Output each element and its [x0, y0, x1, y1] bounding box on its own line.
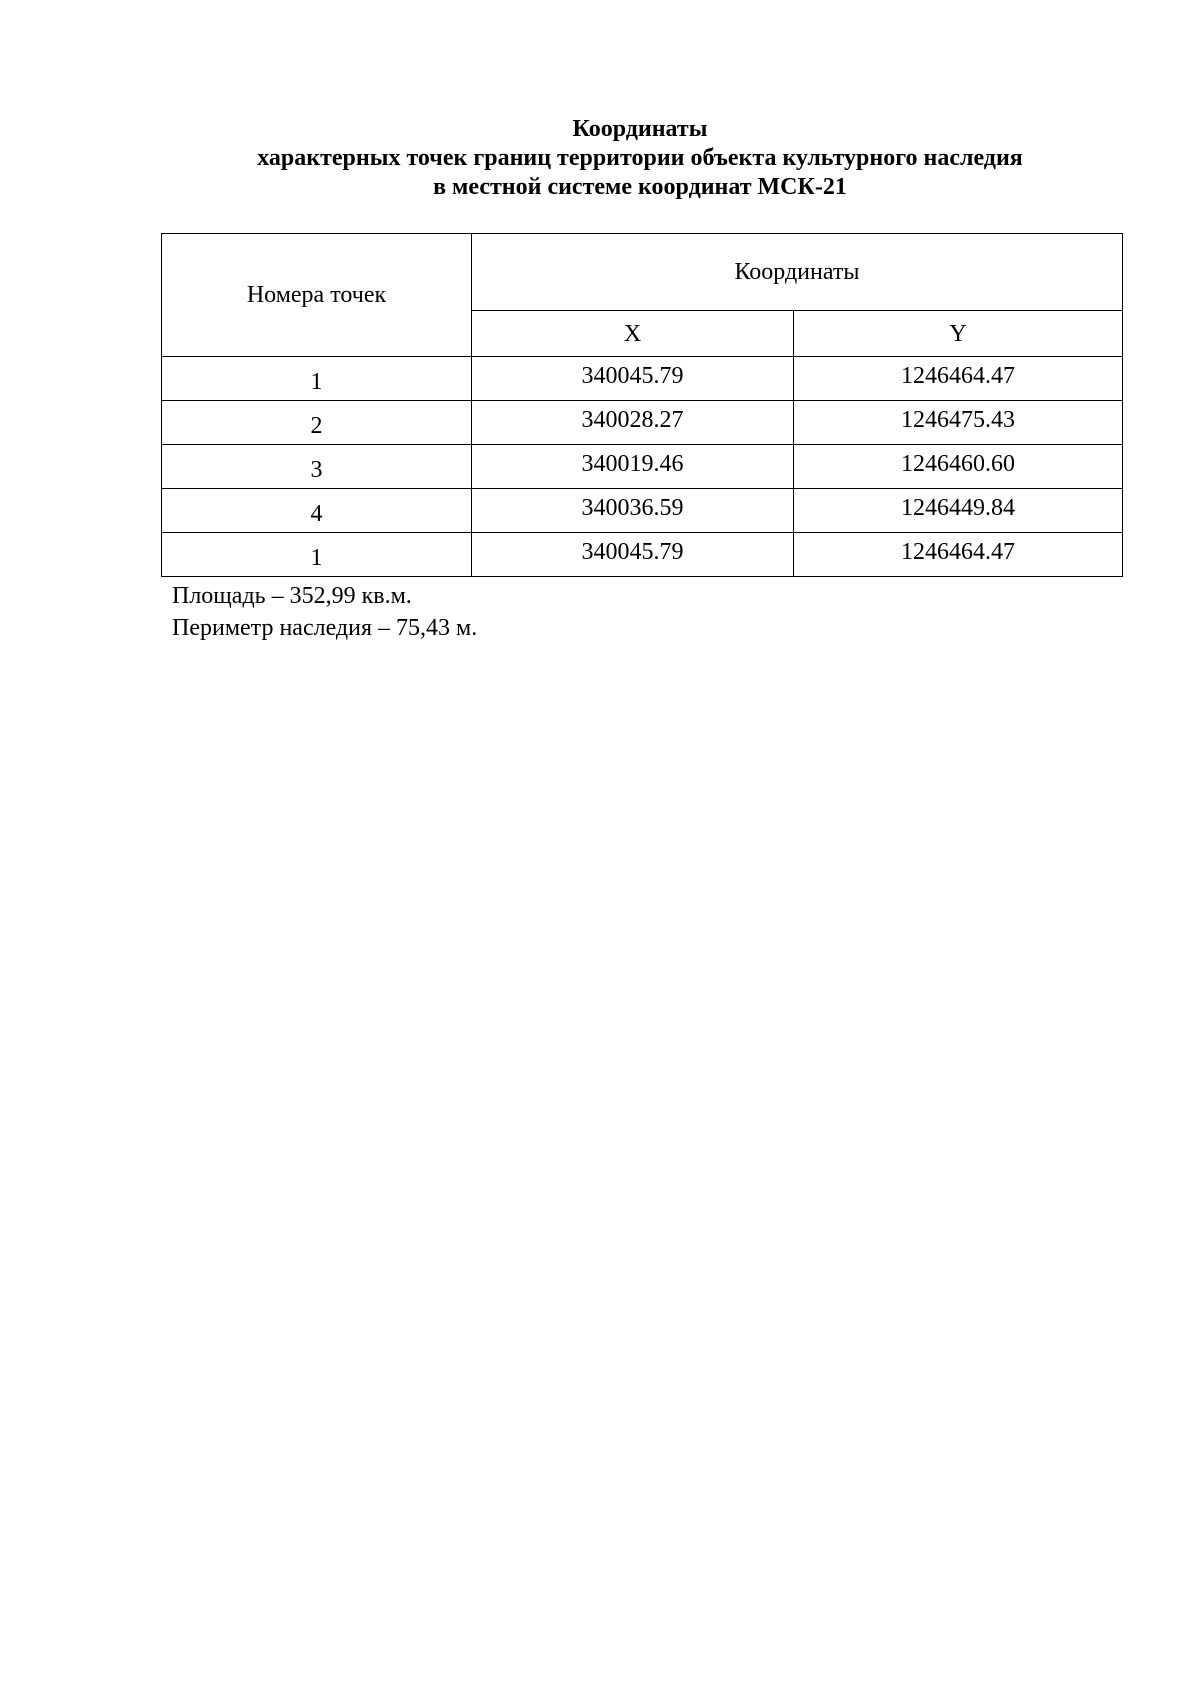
summary-block: [172, 580, 477, 644]
point-number-cell: 1: [162, 533, 472, 577]
y-coordinate-cell: 1246449.84: [794, 489, 1123, 533]
header-x: X: [472, 311, 794, 357]
coordinates-table: [161, 233, 1123, 577]
area-text: Площадь – 352,99 кв.м.: [172, 583, 412, 609]
table-row: [162, 489, 1123, 533]
point-number-cell: 1: [162, 357, 472, 401]
header-coordinates: Координаты: [472, 234, 1123, 311]
point-number-cell: 2: [162, 401, 472, 445]
table-row: [162, 401, 1123, 445]
x-coordinate-cell: 340019.46: [472, 445, 794, 489]
y-coordinate-cell: 1246475.43: [794, 401, 1123, 445]
perimeter-text: Периметр наследия – 75,43 м.: [172, 615, 478, 641]
y-coordinate-cell: 1246464.47: [794, 357, 1123, 401]
point-number-cell: 3: [162, 445, 472, 489]
document-heading: [160, 115, 1120, 202]
heading-title: Координаты: [572, 116, 708, 142]
heading-subtitle: характерных точек границ территории объекта культурного наследия: [257, 145, 1023, 171]
point-number-cell: 4: [162, 489, 472, 533]
y-coordinate-cell: 1246460.60: [794, 445, 1123, 489]
table-header-row: [162, 234, 1123, 311]
header-point-numbers: Номера точек: [162, 234, 472, 357]
heading-coordinate-system: в местной системе координат МСК-21: [433, 174, 847, 200]
table-row: [162, 445, 1123, 489]
x-coordinate-cell: 340045.79: [472, 533, 794, 577]
x-coordinate-cell: 340028.27: [472, 401, 794, 445]
table-row: [162, 533, 1123, 577]
y-coordinate-cell: 1246464.47: [794, 533, 1123, 577]
x-coordinate-cell: 340036.59: [472, 489, 794, 533]
table-row: [162, 357, 1123, 401]
x-coordinate-cell: 340045.79: [472, 357, 794, 401]
header-y: Y: [794, 311, 1123, 357]
